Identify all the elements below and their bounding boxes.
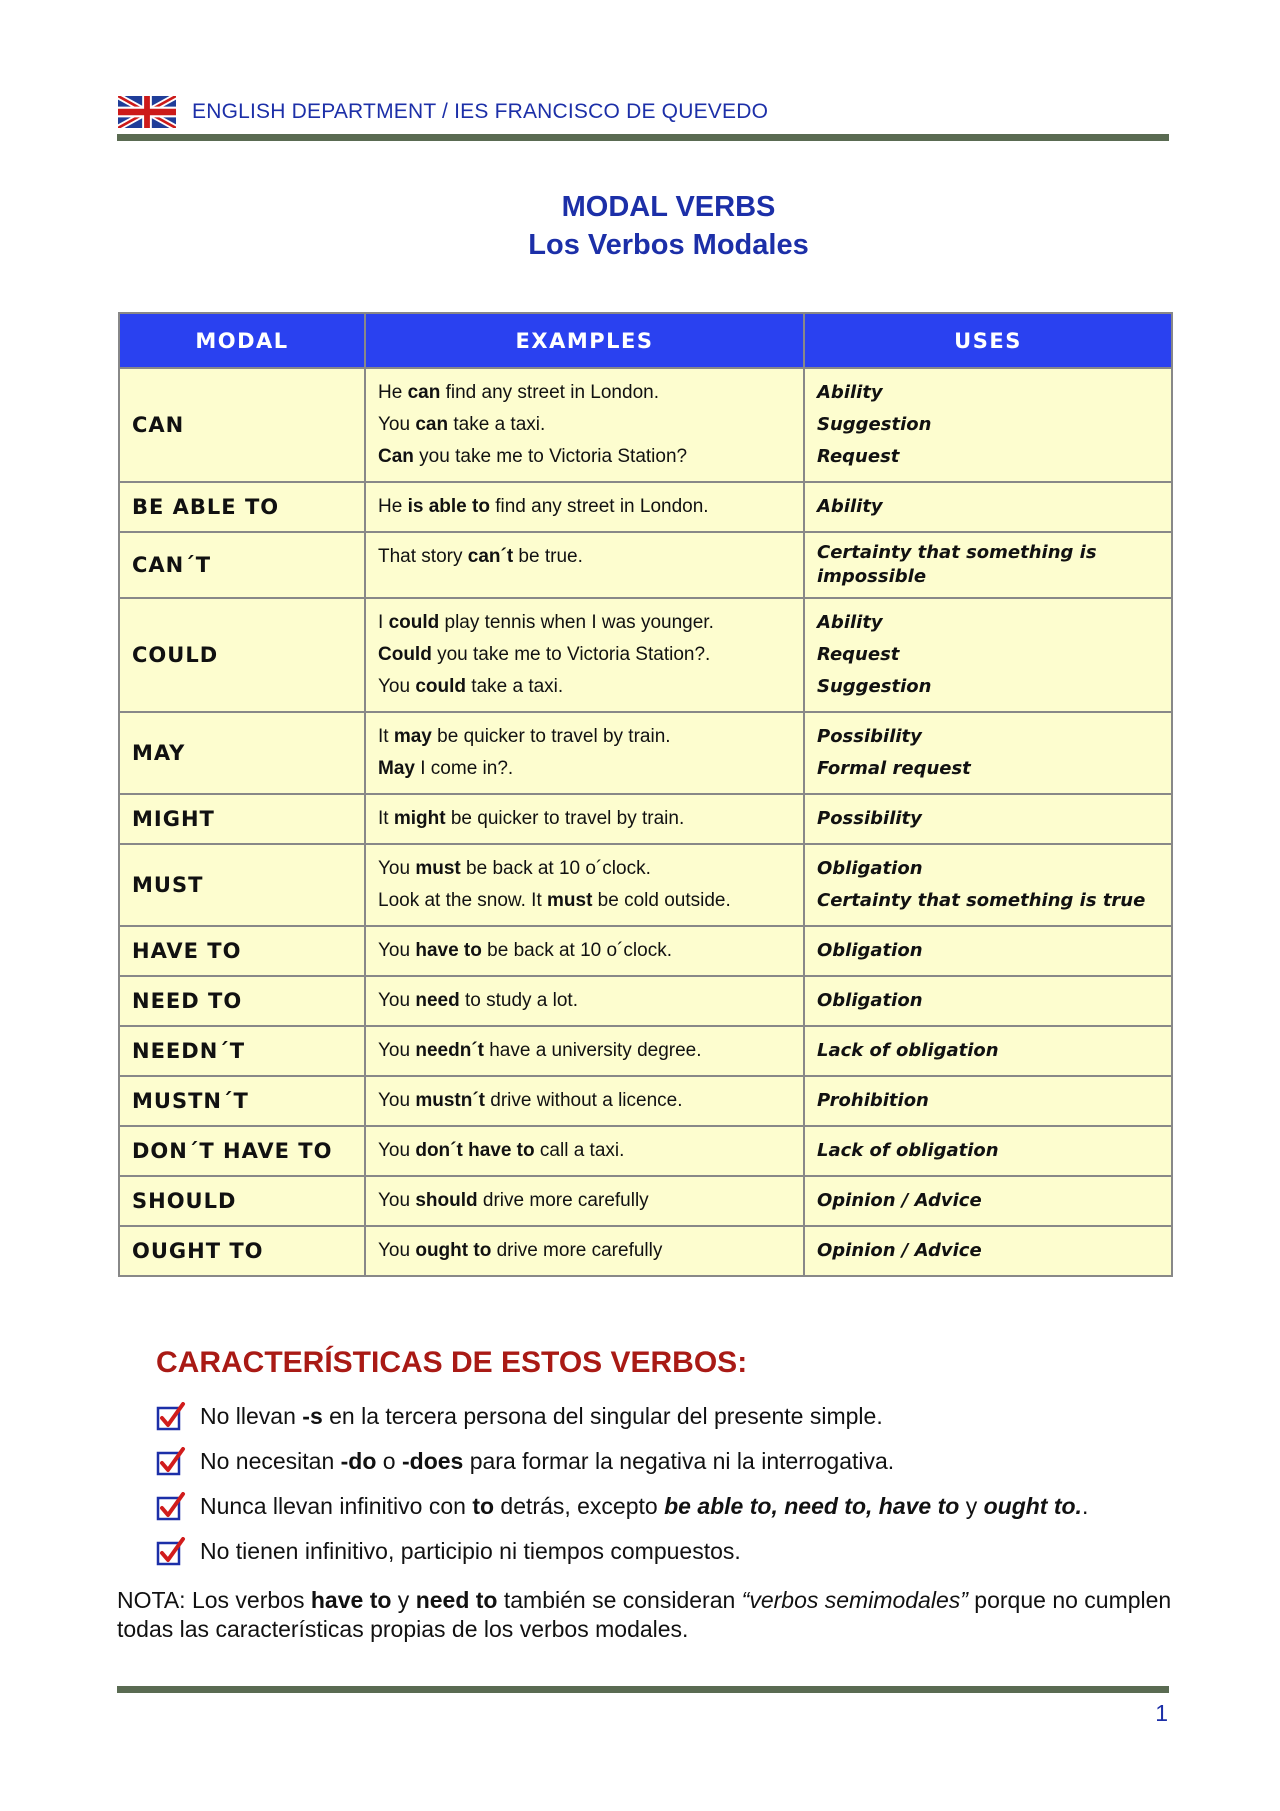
example-text: drive more carefully — [477, 1190, 649, 1211]
use-label: Ability — [817, 496, 883, 517]
characteristics-list — [156, 1394, 1176, 1574]
example-text: You — [378, 1140, 416, 1161]
example-text: I come in?. — [414, 758, 514, 779]
example-line — [378, 985, 791, 1017]
example-line — [378, 803, 791, 835]
example-line — [378, 541, 791, 573]
characteristics-title: CARACTERÍSTICAS DE ESTOS VERBOS: — [156, 1346, 748, 1379]
page-subtitle: Los Verbos Modales — [528, 229, 809, 261]
examples-cell — [365, 926, 804, 976]
table-row — [119, 1226, 1172, 1276]
checkbox-check-icon — [156, 1492, 186, 1522]
uses-cell — [804, 794, 1172, 844]
use-label: Possibility — [817, 808, 922, 829]
example-text: You — [378, 858, 416, 879]
note-segment: porque no cumplen todas las características propias de los verbos modales. — [117, 1587, 1172, 1642]
table-row — [119, 598, 1172, 712]
modal-highlight: need — [415, 990, 460, 1011]
table-row — [119, 368, 1172, 482]
table-row — [119, 926, 1172, 976]
example-line — [378, 853, 791, 885]
modal-cell: NEED TO — [119, 976, 365, 1026]
examples-cell — [365, 1126, 804, 1176]
table-row — [119, 794, 1172, 844]
list-item-text — [200, 1493, 1088, 1520]
example-line — [378, 409, 791, 441]
example-text: play tennis when I was younger. — [439, 612, 714, 633]
note-segment: también se consideran — [497, 1587, 742, 1613]
table-row — [119, 532, 1172, 598]
table-row — [119, 1076, 1172, 1126]
table-row — [119, 482, 1172, 532]
note-segment: y — [391, 1587, 416, 1613]
use-label: Certainty that something is true — [817, 890, 1146, 911]
examples-cell — [365, 1176, 804, 1226]
use-label: Request — [817, 446, 900, 467]
example-text: be quicker to travel by train. — [431, 726, 671, 747]
uses-cell — [804, 482, 1172, 532]
table-row — [119, 712, 1172, 794]
column-header-examples: EXAMPLES — [365, 313, 804, 368]
text-segment: y — [959, 1493, 984, 1519]
modal-highlight: May — [378, 758, 415, 779]
example-text: I — [378, 612, 389, 633]
bottom-rule — [117, 1686, 1169, 1693]
example-text: You — [378, 1090, 416, 1111]
example-line — [378, 1085, 791, 1117]
text-segment: No tienen infinitivo, participio ni tiempos compuestos. — [200, 1538, 741, 1564]
use-label: Certainty that something is impossible — [817, 542, 1097, 587]
example-line — [378, 491, 791, 523]
example-text: You — [378, 1240, 416, 1261]
modal-highlight: must — [547, 890, 593, 911]
example-text: You — [378, 1040, 416, 1061]
uk-flag-icon — [118, 96, 176, 128]
example-text: you take me to Victoria Station?. — [431, 644, 711, 665]
example-text: It — [378, 726, 394, 747]
uses-cell — [804, 1076, 1172, 1126]
example-text: find any street in London. — [489, 496, 709, 517]
list-item-text — [200, 1448, 894, 1475]
use-label: Obligation — [817, 990, 923, 1011]
uses-cell — [804, 712, 1172, 794]
checkbox-check-icon — [156, 1447, 186, 1477]
use-label: Suggestion — [817, 676, 932, 697]
examples-cell — [365, 712, 804, 794]
modal-highlight: must — [415, 858, 461, 879]
modal-cell: DON´T HAVE TO — [119, 1126, 365, 1176]
examples-cell — [365, 482, 804, 532]
example-text: He — [378, 382, 408, 403]
example-text: call a taxi. — [534, 1140, 625, 1161]
example-text: be back at 10 o´clock. — [481, 940, 672, 961]
modal-highlight: Could — [378, 644, 432, 665]
example-text: take a taxi. — [448, 414, 546, 435]
checkbox-check-icon — [156, 1537, 186, 1567]
use-label: Opinion / Advice — [817, 1240, 982, 1261]
use-label: Formal request — [817, 758, 971, 779]
column-header-modal: MODAL — [119, 313, 365, 368]
uses-cell — [804, 1176, 1172, 1226]
uses-cell — [804, 1226, 1172, 1276]
modal-highlight: needn´t — [415, 1040, 484, 1061]
text-segment: be able to, need to, have to — [664, 1493, 960, 1519]
modal-cell: MAY — [119, 712, 365, 794]
uses-cell — [804, 1126, 1172, 1176]
examples-cell — [365, 976, 804, 1026]
text-segment: No necesitan — [200, 1448, 341, 1474]
table-row — [119, 1176, 1172, 1226]
use-label: Obligation — [817, 858, 923, 879]
text-segment: en la tercera persona del singular del presente simple. — [322, 1403, 883, 1429]
uses-cell — [804, 976, 1172, 1026]
modal-cell: MUSTN´T — [119, 1076, 365, 1126]
modal-highlight: could — [388, 612, 440, 633]
example-line — [378, 753, 791, 785]
uses-cell — [804, 1026, 1172, 1076]
text-segment: para formar la negativa ni la interrogativa. — [463, 1448, 895, 1474]
example-text: you take me to Victoria Station? — [413, 446, 688, 467]
examples-cell — [365, 794, 804, 844]
table-header-row — [119, 313, 1172, 368]
modal-cell: NEEDN´T — [119, 1026, 365, 1076]
modal-highlight: might — [393, 808, 446, 829]
example-text: be quicker to travel by train. — [445, 808, 685, 829]
list-item — [156, 1484, 1176, 1529]
example-line — [378, 1035, 791, 1067]
use-label: Lack of obligation — [817, 1040, 999, 1061]
text-segment: No llevan — [200, 1403, 303, 1429]
list-item — [156, 1439, 1176, 1484]
list-item — [156, 1529, 1176, 1574]
text-segment: detrás, excepto — [494, 1493, 665, 1519]
example-text: That story — [378, 546, 468, 567]
examples-cell — [365, 844, 804, 926]
examples-cell — [365, 1226, 804, 1276]
modal-cell: HAVE TO — [119, 926, 365, 976]
modal-highlight: mustn´t — [415, 1090, 485, 1111]
example-text: You — [378, 940, 416, 961]
modal-cell: OUGHT TO — [119, 1226, 365, 1276]
use-label: Ability — [817, 382, 883, 403]
example-text: You — [378, 990, 416, 1011]
example-text: drive without a licence. — [485, 1090, 683, 1111]
uses-cell — [804, 844, 1172, 926]
example-line — [378, 639, 791, 671]
example-text: have a university degree. — [483, 1040, 702, 1061]
example-text: to study a lot. — [459, 990, 578, 1011]
modal-highlight: have to — [415, 940, 482, 961]
examples-cell — [365, 1076, 804, 1126]
modal-highlight: may — [393, 726, 432, 747]
example-text: find any street in London. — [440, 382, 659, 403]
example-text: drive more carefully — [491, 1240, 663, 1261]
department-label: ENGLISH DEPARTMENT / IES FRANCISCO DE QUEVEDO — [192, 100, 769, 123]
column-header-uses: USES — [804, 313, 1172, 368]
use-label: Obligation — [817, 940, 923, 961]
text-segment: -do — [340, 1448, 377, 1474]
examples-cell — [365, 598, 804, 712]
top-rule — [117, 134, 1169, 141]
page-number: 1 — [1155, 1700, 1168, 1726]
modal-cell: CAN´T — [119, 532, 365, 598]
text-segment: to — [472, 1493, 495, 1519]
note-segment: need to — [415, 1587, 498, 1613]
example-text: be true. — [513, 546, 583, 567]
modal-highlight: Can — [378, 446, 414, 467]
examples-cell — [365, 1026, 804, 1076]
list-item — [156, 1394, 1176, 1439]
example-text: You — [378, 1190, 416, 1211]
uses-cell — [804, 598, 1172, 712]
modal-highlight: can — [407, 382, 441, 403]
table-row — [119, 1126, 1172, 1176]
modal-cell: MIGHT — [119, 794, 365, 844]
example-text: be back at 10 o´clock. — [460, 858, 651, 879]
example-text: He — [378, 496, 408, 517]
examples-cell — [365, 532, 804, 598]
example-line — [378, 1135, 791, 1167]
page-header — [118, 92, 1170, 132]
use-label: Prohibition — [817, 1090, 929, 1111]
modal-cell: MUST — [119, 844, 365, 926]
example-text: be cold outside. — [592, 890, 731, 911]
note-segment: NOTA: Los verbos — [117, 1587, 311, 1613]
example-line — [378, 721, 791, 753]
use-label: Ability — [817, 612, 883, 633]
note-segment: “verbos semimodales” — [741, 1587, 968, 1613]
example-line — [378, 935, 791, 967]
checkbox-check-icon — [156, 1402, 186, 1432]
use-label: Request — [817, 644, 900, 665]
example-line — [378, 885, 791, 917]
text-segment: ought to. — [983, 1493, 1082, 1519]
text-segment: -s — [302, 1403, 323, 1429]
modal-highlight: could — [415, 676, 467, 697]
use-label: Suggestion — [817, 414, 932, 435]
text-segment: Nunca llevan infinitivo con — [200, 1493, 473, 1519]
modal-highlight: don´t have to — [415, 1140, 535, 1161]
list-item-text — [200, 1403, 883, 1430]
text-segment: . — [1081, 1493, 1089, 1519]
note-paragraph — [117, 1586, 1177, 1644]
use-label: Lack of obligation — [817, 1140, 999, 1161]
note-segment: have to — [310, 1587, 392, 1613]
text-segment: -does — [401, 1448, 464, 1474]
example-text: You — [378, 676, 416, 697]
example-line — [378, 1235, 791, 1267]
modal-verbs-table — [118, 312, 1173, 1277]
uses-cell — [804, 368, 1172, 482]
modal-cell: BE ABLE TO — [119, 482, 365, 532]
example-line — [378, 377, 791, 409]
example-text: take a taxi. — [466, 676, 564, 697]
modal-cell: COULD — [119, 598, 365, 712]
modal-cell: SHOULD — [119, 1176, 365, 1226]
example-line — [378, 1185, 791, 1217]
modal-highlight: ought to — [415, 1240, 492, 1261]
table-row — [119, 976, 1172, 1026]
modal-highlight: can´t — [467, 546, 514, 567]
page-title: MODAL VERBS — [561, 191, 776, 223]
example-line — [378, 671, 791, 703]
table-row — [119, 844, 1172, 926]
example-text: Look at the snow. It — [378, 890, 547, 911]
examples-cell — [365, 368, 804, 482]
uses-cell — [804, 532, 1172, 598]
use-label: Opinion / Advice — [817, 1190, 982, 1211]
uses-cell — [804, 926, 1172, 976]
modal-highlight: should — [415, 1190, 478, 1211]
modal-highlight: is able to — [407, 496, 490, 517]
use-label: Possibility — [817, 726, 922, 747]
list-item-text — [200, 1538, 741, 1565]
modal-highlight: can — [415, 414, 449, 435]
modal-cell: CAN — [119, 368, 365, 482]
example-line — [378, 441, 791, 473]
table-row — [119, 1026, 1172, 1076]
title-block — [0, 188, 1280, 264]
example-line — [378, 607, 791, 639]
example-text: You — [378, 414, 416, 435]
example-text: It — [378, 808, 394, 829]
text-segment: o — [376, 1448, 402, 1474]
